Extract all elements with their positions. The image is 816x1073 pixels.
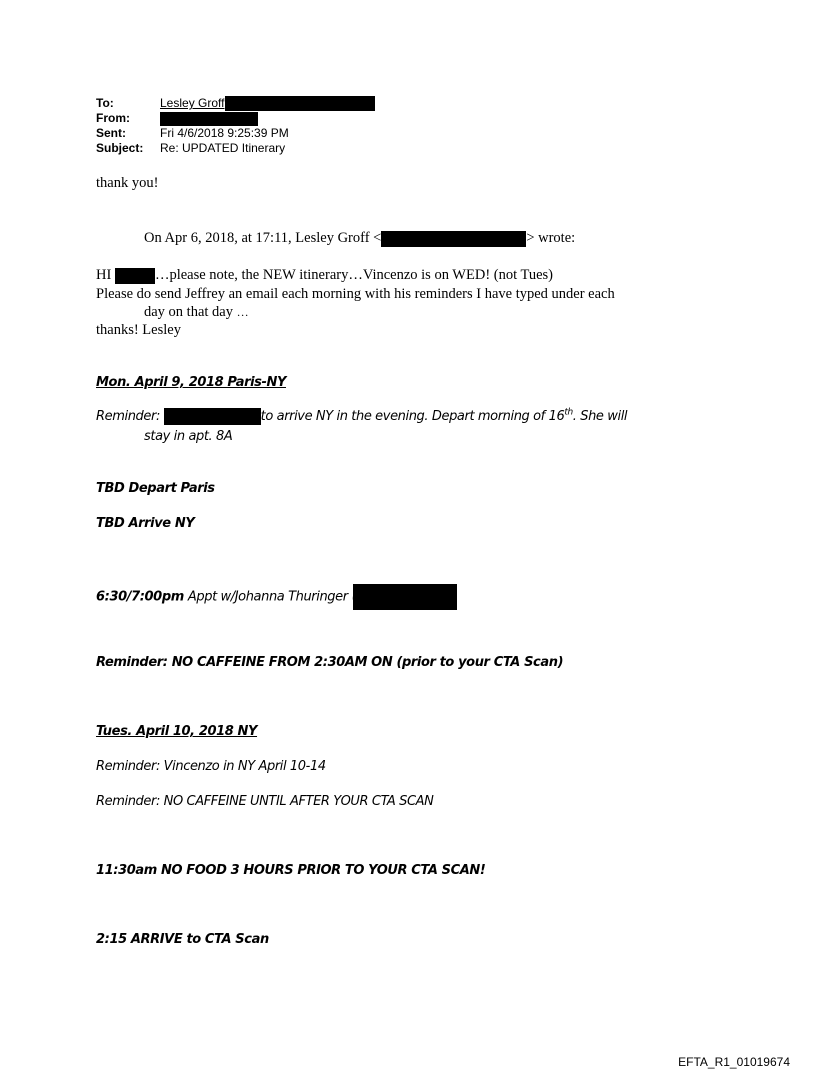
day1-reminder-label: Reminder: — [96, 409, 160, 424]
sent-label: Sent: — [96, 126, 126, 141]
no-food-reminder: 11:30am NO FOOD 3 HOURS PRIOR TO YOUR CTA SCAN! — [96, 863, 486, 878]
from-label: From: — [96, 111, 130, 126]
sent-row — [96, 126, 375, 141]
to-label: To: — [96, 96, 114, 110]
message-line-3 — [144, 303, 249, 321]
message-ellipsis: … — [236, 305, 249, 319]
caffeine-until-reminder: Reminder: NO CAFFEINE UNTIL AFTER YOUR CTA SCAN — [96, 794, 434, 809]
day1-reminder-tail: . She will — [572, 409, 628, 424]
message-line-1-text: …please note, the NEW itinerary…Vincenzo is on WED! (not Tues) — [154, 267, 554, 283]
vincenzo-reminder: Reminder: Vincenzo in NY April 10-14 — [96, 759, 326, 774]
document-id: EFTA_R1_01019674 — [678, 1055, 790, 1069]
appointment-time: 6:30/7:00pm — [96, 589, 184, 605]
redaction-block — [164, 408, 261, 425]
to-value: Lesley Groff — [160, 96, 225, 110]
subject-value: Re: UPDATED Itinerary — [160, 141, 286, 156]
subject-row — [96, 141, 375, 156]
redaction-block — [225, 96, 375, 111]
redaction-block — [353, 584, 457, 610]
arrive-scan: 2:15 ARRIVE to CTA Scan — [96, 932, 269, 947]
day1-reminder-text: to arrive NY in the evening. Depart morning of 16 — [260, 409, 565, 424]
day1-reminder — [96, 408, 627, 426]
message-signoff: thanks! Lesley — [96, 322, 181, 338]
message-line-1 — [96, 266, 553, 284]
quote-intro-suffix: > wrote: — [526, 230, 576, 246]
day1-reminder-sup: th — [564, 407, 573, 418]
arrive-ny: TBD Arrive NY — [96, 516, 195, 531]
quote-intro — [144, 229, 575, 247]
caffeine-reminder: Reminder: NO CAFFEINE FROM 2:30AM ON (prior to your CTA Scan) — [96, 655, 564, 670]
redaction-block — [381, 231, 526, 247]
depart-paris: TBD Depart Paris — [96, 481, 215, 496]
greeting: HI — [96, 267, 112, 283]
appointment-line — [96, 584, 457, 610]
sent-value: Fri 4/6/2018 9:25:39 PM — [160, 126, 289, 141]
email-header — [96, 96, 375, 156]
appointment-text: Appt w/Johanna Thuringer — [187, 589, 348, 605]
message-line-2: Please do send Jeffrey an email each morning with his reminders I have typed under each — [96, 286, 615, 302]
day2-heading: Tues. April 10, 2018 NY — [96, 724, 258, 739]
day1-heading: Mon. April 9, 2018 Paris-NY — [96, 375, 286, 390]
from-row — [96, 111, 375, 126]
day1-reminder-line2: stay in apt. 8A — [144, 429, 233, 444]
message-line-3-text: day on that day — [144, 304, 233, 320]
subject-label: Subject: — [96, 141, 144, 156]
quote-intro-prefix: On Apr 6, 2018, at 17:11, Lesley Groff < — [144, 230, 382, 246]
reply-text: thank you! — [96, 175, 159, 191]
to-row — [96, 96, 375, 111]
redaction-block — [115, 268, 155, 284]
redaction-block — [160, 112, 258, 126]
